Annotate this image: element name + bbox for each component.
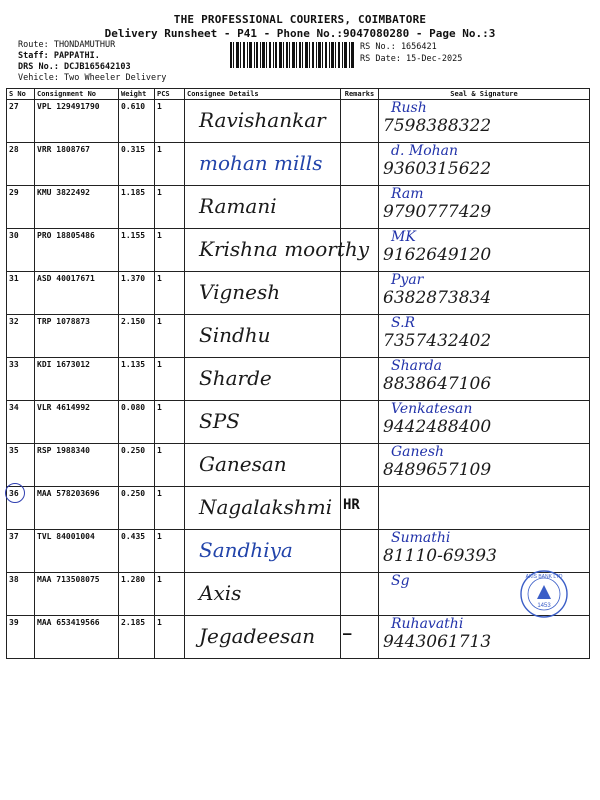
pcs: 1: [157, 274, 162, 283]
signature-cell: [379, 186, 590, 229]
pcs: 1: [157, 618, 162, 627]
pcs-cell: [155, 444, 185, 487]
table-row: [7, 401, 590, 444]
serial-no-cell: [7, 616, 35, 659]
table-row: [7, 487, 590, 530]
consignee-name-cell: [185, 487, 341, 530]
serial-no-cell: [7, 530, 35, 573]
signature-cell: [379, 315, 590, 358]
weight: 1.155: [121, 231, 146, 240]
pcs: 1: [157, 145, 162, 154]
serial-no: 33: [9, 360, 19, 369]
table-row: [7, 100, 590, 143]
consignee-name: mohan mills: [199, 151, 323, 175]
pcs-cell: [155, 272, 185, 315]
consignment-no: TVL 84001004: [37, 532, 95, 541]
pcs-cell: [155, 573, 185, 616]
signature-phone: 7598388322: [383, 116, 492, 136]
serial-no: 30: [9, 231, 19, 240]
consignee-name-cell: [185, 272, 341, 315]
consignment-no: PRO 18805486: [37, 231, 95, 240]
signature-phone: 8489657109: [383, 460, 492, 480]
consignee-name-cell: [185, 573, 341, 616]
table-row: [7, 530, 590, 573]
pcs-cell: [155, 100, 185, 143]
table-row: [7, 272, 590, 315]
signature-name: Pyar: [391, 272, 424, 288]
consignee-name: Vignesh: [199, 280, 281, 304]
weight: 0.435: [121, 532, 146, 541]
table-row: [7, 573, 590, 616]
pcs-cell: [155, 186, 185, 229]
weight: 0.080: [121, 403, 146, 412]
remarks-cell: [341, 358, 379, 401]
remarks: [341, 272, 378, 282]
signature-phone: 6382873834: [383, 288, 492, 308]
remarks-cell: [341, 401, 379, 444]
pcs-cell: [155, 143, 185, 186]
serial-no-cell: [7, 229, 35, 272]
serial-no-cell: [7, 573, 35, 616]
consignment-no: ASD 40017671: [37, 274, 95, 283]
serial-no: 36: [9, 489, 19, 498]
remarks: HR: [343, 497, 360, 513]
signature-phone: 9360315622: [383, 159, 492, 179]
remarks-cell: [341, 530, 379, 573]
consignment-no: MAA 653419566: [37, 618, 100, 627]
table-row: [7, 186, 590, 229]
consignee-name-cell: [185, 315, 341, 358]
route-label: Route: THONDAMUTHUR: [18, 40, 116, 50]
signature-cell: [379, 616, 590, 659]
serial-no: 29: [9, 188, 19, 197]
weight-cell: [119, 530, 155, 573]
vehicle-label: Vehicle: Two Wheeler Delivery: [18, 73, 167, 83]
weight-cell: [119, 143, 155, 186]
remarks: [341, 143, 378, 153]
weight: 1.185: [121, 188, 146, 197]
signature-cell: [379, 358, 590, 401]
consignment-no: RSP 1988340: [37, 446, 90, 455]
remarks-cell: [341, 143, 379, 186]
pcs-cell: [155, 229, 185, 272]
pcs-cell: [155, 315, 185, 358]
remarks: [341, 444, 378, 454]
consignee-name: SPS: [199, 409, 240, 433]
serial-no-cell: [7, 143, 35, 186]
col-remarks: Remarks: [341, 89, 379, 100]
sheet-subtitle: Delivery Runsheet - P41 - Phone No.:9047080280 - Page No.:3: [104, 27, 496, 40]
weight: 1.370: [121, 274, 146, 283]
serial-no: 37: [9, 532, 19, 541]
remarks-cell: [341, 100, 379, 143]
weight-cell: [119, 487, 155, 530]
pcs: 1: [157, 231, 162, 240]
consignee-name-cell: [185, 358, 341, 401]
serial-no: 31: [9, 274, 19, 283]
consignee-name-cell: [185, 401, 341, 444]
remarks: [341, 530, 378, 540]
consignment-no-cell: [35, 401, 119, 444]
consignment-no-cell: [35, 186, 119, 229]
serial-no-cell: [7, 315, 35, 358]
weight-cell: [119, 616, 155, 659]
pcs: 1: [157, 102, 162, 111]
signature-name: Sharda: [391, 358, 442, 374]
pcs: 1: [157, 188, 162, 197]
consignee-name-cell: [185, 100, 341, 143]
rs-date-label: RS Date: 15-Dec-2025: [360, 54, 463, 64]
rs-no-label: RS No.: 1656421: [360, 42, 437, 52]
consignment-no: KDI 1673012: [37, 360, 90, 369]
bank-seal-stamp: [519, 569, 569, 619]
remarks: [341, 358, 378, 368]
signature-cell: [379, 100, 590, 143]
consignment-no-cell: [35, 573, 119, 616]
remarks-cell: [341, 186, 379, 229]
pcs-cell: [155, 401, 185, 444]
consignment-no: VPL 129491790: [37, 102, 100, 111]
weight: 0.250: [121, 489, 146, 498]
table-row: [7, 315, 590, 358]
consignment-no-cell: [35, 616, 119, 659]
runsheet-table: [6, 88, 590, 659]
svg-text:1453: 1453: [537, 603, 551, 609]
remarks-cell: [341, 616, 379, 659]
weight-cell: [119, 315, 155, 358]
signature-phone: 8838647106: [383, 374, 492, 394]
serial-no-cell: [7, 444, 35, 487]
consignment-no-cell: [35, 272, 119, 315]
signature-cell: [379, 573, 590, 616]
serial-no: 27: [9, 102, 19, 111]
serial-no: 34: [9, 403, 19, 412]
signature-name: d. Mohan: [391, 143, 459, 159]
serial-no-cell: [7, 186, 35, 229]
remarks-cell: [341, 573, 379, 616]
remarks-cell: [341, 487, 379, 530]
table-header-row: [7, 89, 590, 100]
consignee-name-cell: [185, 530, 341, 573]
remarks: [341, 100, 378, 110]
pcs-cell: [155, 487, 185, 530]
signature-cell: [379, 229, 590, 272]
signature-name: Venkatesan: [391, 401, 473, 417]
remarks-cell: [341, 229, 379, 272]
signature-name: Ganesh: [391, 444, 445, 460]
pcs: 1: [157, 532, 162, 541]
signature-cell: [379, 143, 590, 186]
consignee-name: Axis: [199, 581, 242, 605]
consignment-no-cell: [35, 229, 119, 272]
serial-no-cell: [7, 358, 35, 401]
pcs: 1: [157, 575, 162, 584]
signature-phone: 9790777429: [383, 202, 492, 222]
weight-cell: [119, 186, 155, 229]
weight-cell: [119, 573, 155, 616]
signature-cell: [379, 401, 590, 444]
col-weight: Weight: [119, 89, 155, 100]
table-row: [7, 444, 590, 487]
serial-no-cell: [7, 487, 35, 530]
signature-cell: [379, 444, 590, 487]
serial-no-cell: [7, 272, 35, 315]
table-row: [7, 358, 590, 401]
signature-cell: [379, 530, 590, 573]
consignment-no: MAA 578203696: [37, 489, 100, 498]
signature-cell: [379, 272, 590, 315]
col-pcs: PCS: [155, 89, 185, 100]
remarks: [341, 186, 378, 196]
weight-cell: [119, 272, 155, 315]
consignment-no: TRP 1078873: [37, 317, 90, 326]
col-signature: Seal & Signature: [379, 89, 590, 100]
remarks-cell: [341, 315, 379, 358]
pcs: 1: [157, 403, 162, 412]
pcs: 1: [157, 446, 162, 455]
serial-no-cell: [7, 100, 35, 143]
signature-phone: 81110-69393: [383, 546, 497, 566]
pcs-cell: [155, 358, 185, 401]
consignment-no-cell: [35, 530, 119, 573]
consignee-name: Sindhu: [199, 323, 271, 347]
consignee-name: Ravishankar: [199, 108, 326, 132]
consignee-name-cell: [185, 444, 341, 487]
sheet-title: THE PROFESSIONAL COURIERS, COIMBATORE: [173, 13, 427, 26]
signature-name: Ram: [391, 186, 424, 202]
pcs: 1: [157, 317, 162, 326]
serial-no-cell: [7, 401, 35, 444]
weight-cell: [119, 444, 155, 487]
consignee-name: Jegadeesan: [199, 624, 316, 648]
consignee-name: Ramani: [199, 194, 277, 218]
consignee-name: Sharde: [199, 366, 272, 390]
consignee-name-cell: [185, 616, 341, 659]
signature-phone: 9162649120: [383, 245, 492, 265]
remarks: [341, 401, 378, 411]
remarks-cell: [341, 444, 379, 487]
signature-phone: 9442488400: [383, 417, 492, 437]
pcs: 1: [157, 360, 162, 369]
signature-name: Sg: [391, 573, 410, 589]
consignment-no-cell: [35, 487, 119, 530]
consignment-no: MAA 713508075: [37, 575, 100, 584]
weight: 2.150: [121, 317, 146, 326]
signature-name: Rush: [391, 100, 427, 116]
consignee-name: Nagalakshmi: [199, 495, 333, 519]
consignee-name: Ganesan: [199, 452, 287, 476]
consignee-name-cell: [185, 186, 341, 229]
consignee-name-cell: [185, 143, 341, 186]
consignment-no: VLR 4614992: [37, 403, 90, 412]
weight-cell: [119, 100, 155, 143]
staff-label: Staff: PAPPATHI.: [18, 51, 100, 61]
weight: 1.280: [121, 575, 146, 584]
signature-phone: 7357432402: [383, 331, 492, 351]
col-sno: S No: [7, 89, 35, 100]
weight: 0.315: [121, 145, 146, 154]
weight: 0.610: [121, 102, 146, 111]
barcode: [230, 42, 354, 68]
signature-name: Ruhavathi: [391, 616, 464, 632]
serial-no: 28: [9, 145, 19, 154]
serial-no: 39: [9, 618, 19, 627]
consignment-no-cell: [35, 100, 119, 143]
signature-phone: 9443061713: [383, 632, 492, 652]
consignee-name: Sandhiya: [199, 538, 293, 562]
consignment-no: KMU 3822492: [37, 188, 90, 197]
table-row: [7, 616, 590, 659]
consignment-no-cell: [35, 143, 119, 186]
remarks-cell: [341, 272, 379, 315]
consignment-no-cell: [35, 315, 119, 358]
signature-name: MK: [391, 229, 416, 245]
circle-mark: [5, 483, 25, 503]
consignment-no-cell: [35, 358, 119, 401]
svg-text:AXIS BANK LTD: AXIS BANK LTD: [525, 574, 563, 580]
serial-no: 35: [9, 446, 19, 455]
remarks: [341, 229, 378, 239]
remarks: [341, 573, 378, 583]
signature-name: Sumathi: [391, 530, 451, 546]
weight-cell: [119, 229, 155, 272]
consignment-no: VRR 1808767: [37, 145, 90, 154]
weight: 1.135: [121, 360, 146, 369]
weight: 2.185: [121, 618, 146, 627]
serial-no: 38: [9, 575, 19, 584]
signature-name: S.R: [391, 315, 416, 331]
serial-no: 32: [9, 317, 19, 326]
consignment-no-cell: [35, 444, 119, 487]
drs-label: DRS No.: DCJB165642103: [18, 62, 131, 72]
table-row: [7, 143, 590, 186]
pcs-cell: [155, 530, 185, 573]
consignee-name-cell: [185, 229, 370, 272]
weight-cell: [119, 401, 155, 444]
col-consignment: Consignment No: [35, 89, 119, 100]
col-consignee: Consignee Details: [185, 89, 341, 100]
pcs-cell: [155, 616, 185, 659]
weight: 0.250: [121, 446, 146, 455]
remarks: —: [343, 626, 352, 642]
remarks: [341, 315, 378, 325]
table-row: [7, 229, 590, 272]
consignee-name: Krishna moorthy: [199, 237, 370, 261]
weight-cell: [119, 358, 155, 401]
signature-cell: [379, 487, 590, 530]
pcs: 1: [157, 489, 162, 498]
